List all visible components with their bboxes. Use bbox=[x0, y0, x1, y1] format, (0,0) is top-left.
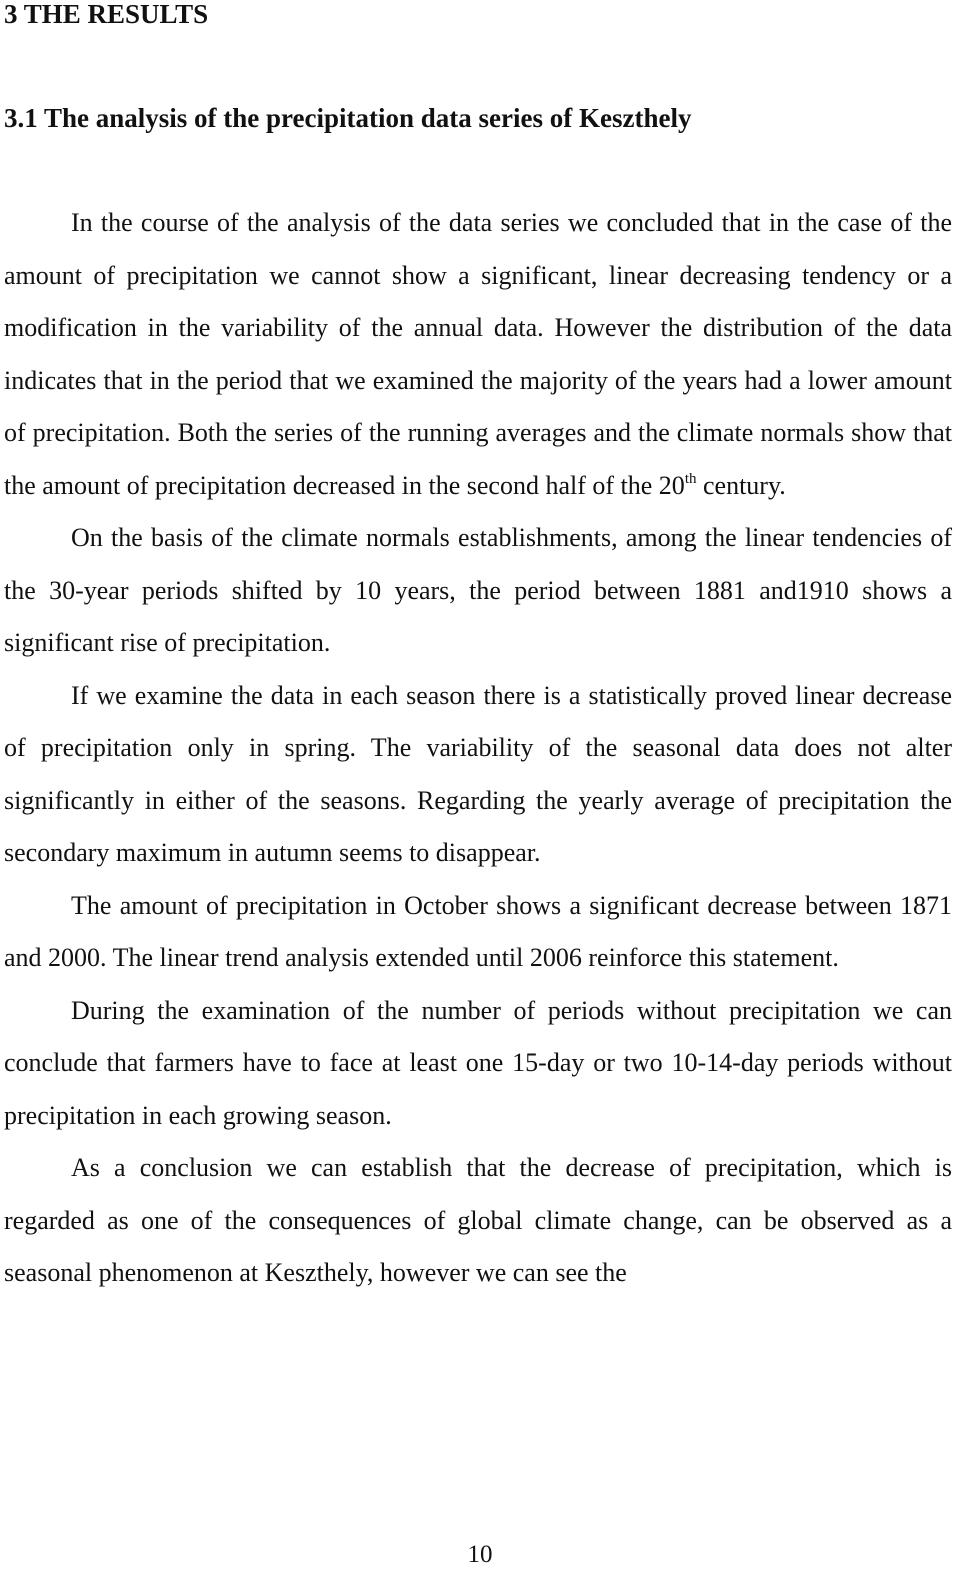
paragraph-1-ending: century. bbox=[696, 470, 786, 500]
paragraph-5: During the examination of the number of periods without precipitation we can conclude that farmers have to face at least one 15-day or two 10-14-day periods without precipitation in each growing season. bbox=[4, 995, 952, 1130]
body-text bbox=[4, 197, 952, 1300]
paragraph-6: As a conclusion we can establish that the decrease of precipitation, which is regarded as one of the consequences of global climate change, can be observed as a seasonal phenomenon at Keszthely, however we can see the bbox=[4, 1153, 952, 1287]
paragraph-2: On the basis of the climate normals establishments, among the linear tendencies of the 30-year periods shifted by 10 years, the period between 1881 and1910 shows a significant rise of precipitation. bbox=[4, 523, 952, 657]
paragraph-1 bbox=[4, 197, 952, 512]
ordinal-suffix: th bbox=[684, 470, 697, 487]
paragraph-1-text: In the course of the analysis of the data series we concluded that in the case of the amount of precipitation we cannot show a significant, linear decreasing tendency or a modification in the variability of the annual data. However the distribution of the data indicates that in the period that we examined the majority of the years had a lower amount of precipitation. Both the series of the running averages and the climate normals show that the amount of precipitation decreased in the second half of the 20 bbox=[4, 208, 952, 500]
page-number: 10 bbox=[467, 1541, 493, 1568]
paragraph-3: If we examine the data in each season there is a statistically proved linear decrease of precipitation only in spring. The variability of the seasonal data does not alter significantly in either of the seasons. Regarding the yearly average of precipitation the secondary maximum in autumn seems to disappear. bbox=[4, 680, 952, 867]
section-heading: 3.1 The analysis of the precipitation data series of Keszthely bbox=[4, 103, 692, 133]
chapter-heading: 3 THE RESULTS bbox=[4, 0, 209, 29]
paragraph-4: The amount of precipitation in October shows a significant decrease between 1871 and 2000. The linear trend analysis extended until 2006 reinforce this statement. bbox=[4, 890, 952, 972]
